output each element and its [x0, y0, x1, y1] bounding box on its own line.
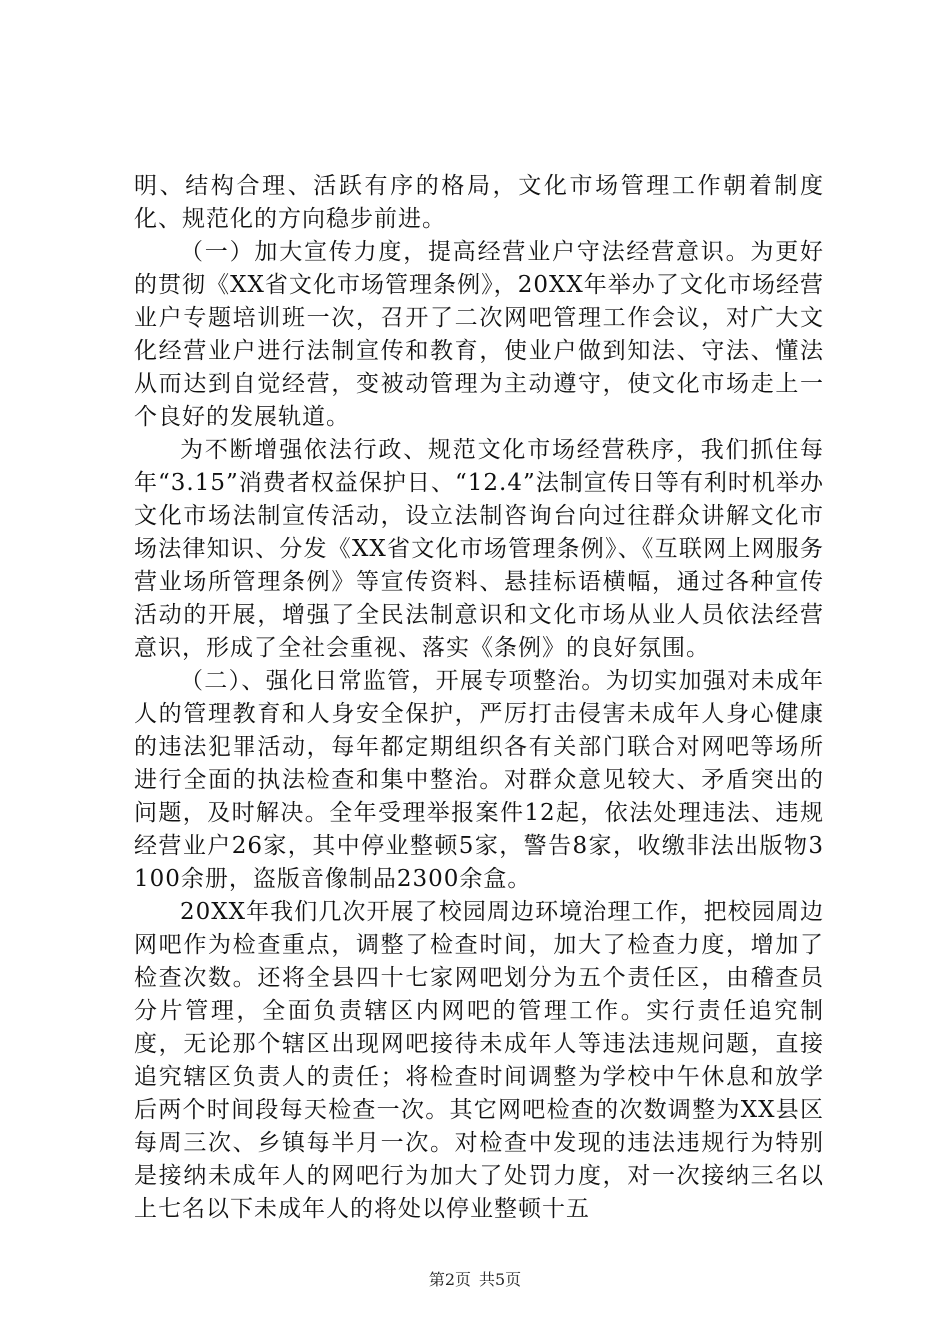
page-number: 第2页	[428, 1270, 471, 1289]
paragraph-campus-rectification: 20XX年我们几次开展了校园周边环境治理工作，把校园周边网吧作为检查重点，调整了检查时间，加大了检查力度，增加了检查次数。还将全县四十七家网吧划分为五个责任区，由稽查员分片管理，全面负责辖区内网吧的管理工作。实行责任追究制度，无论那个辖区出现网吧接待未成年人等违法违规问题，直接追究辖区负责人的责任；将检查时间调整为学校中午休息和放学后两个时间段每天检查一次。其它网吧检查的次数调整为XX县区每周三次、乡镇每半月一次。对检查中发现的违法违规行为特别是接纳未成年人的网吧行为加大了处罚力度，对一次接纳三名以上七名以下未成年人的将处以停业整顿十五	[134, 899, 824, 1222]
page-footer	[0, 1270, 950, 1290]
paragraph-publicity: （一）加大宣传力度，提高经营业户守法经营意识。为更好的贯彻《XX省文化市场管理条例》，20XX年举办了文化市场经营业户专题培训班一次，召开了二次网吧管理工作会议，对广大文化经营业户进行法制宣传和教育，使业户做到知法、守法、懂法从而达到自觉经营，变被动管理为主动遵守，使文化市场走上一个良好的发展轨道。	[134, 239, 824, 430]
page-total: 共5页	[479, 1270, 522, 1289]
paragraph-continuation: 明、结构合理、活跃有序的格局，文化市场管理工作朝着制度化、规范化的方向稳步前进。	[134, 173, 824, 232]
paragraph-supervision: （二）、强化日常监管，开展专项整治。为切实加强对未成年人的管理教育和人身安全保护，严厉打击侵害未成年人身心健康的违法犯罪活动，每年都定期组织各有关部门联合对网吧等场所进行全面的执法检查和集中整治。对群众意见较大、矛盾突出的问题，及时解决。全年受理举报案件12起，依法处理违法、违规经营业户26家，其中停业整顿5家，警告8家，收缴非法出版物3100余册，盗版音像制品2300余盒。	[134, 668, 824, 892]
paragraph-legal-campaign: 为不断增强依法行政、规范文化市场经营秩序，我们抓住每年“3.15”消费者权益保护日、“12.4”法制宣传日等有利时机举办文化市场法制宣传活动，设立法制咨询台向过往群众讲解文化市场法律知识、分发《XX省文化市场管理条例》、《互联网上网服务营业场所管理条例》等宣传资料、悬挂标语横幅，通过各种宣传活动的开展，增强了全民法制意识和文化市场从业人员依法经营意识，形成了全社会重视、落实《条例》的良好氛围。	[134, 437, 824, 661]
document-body	[134, 170, 824, 1226]
